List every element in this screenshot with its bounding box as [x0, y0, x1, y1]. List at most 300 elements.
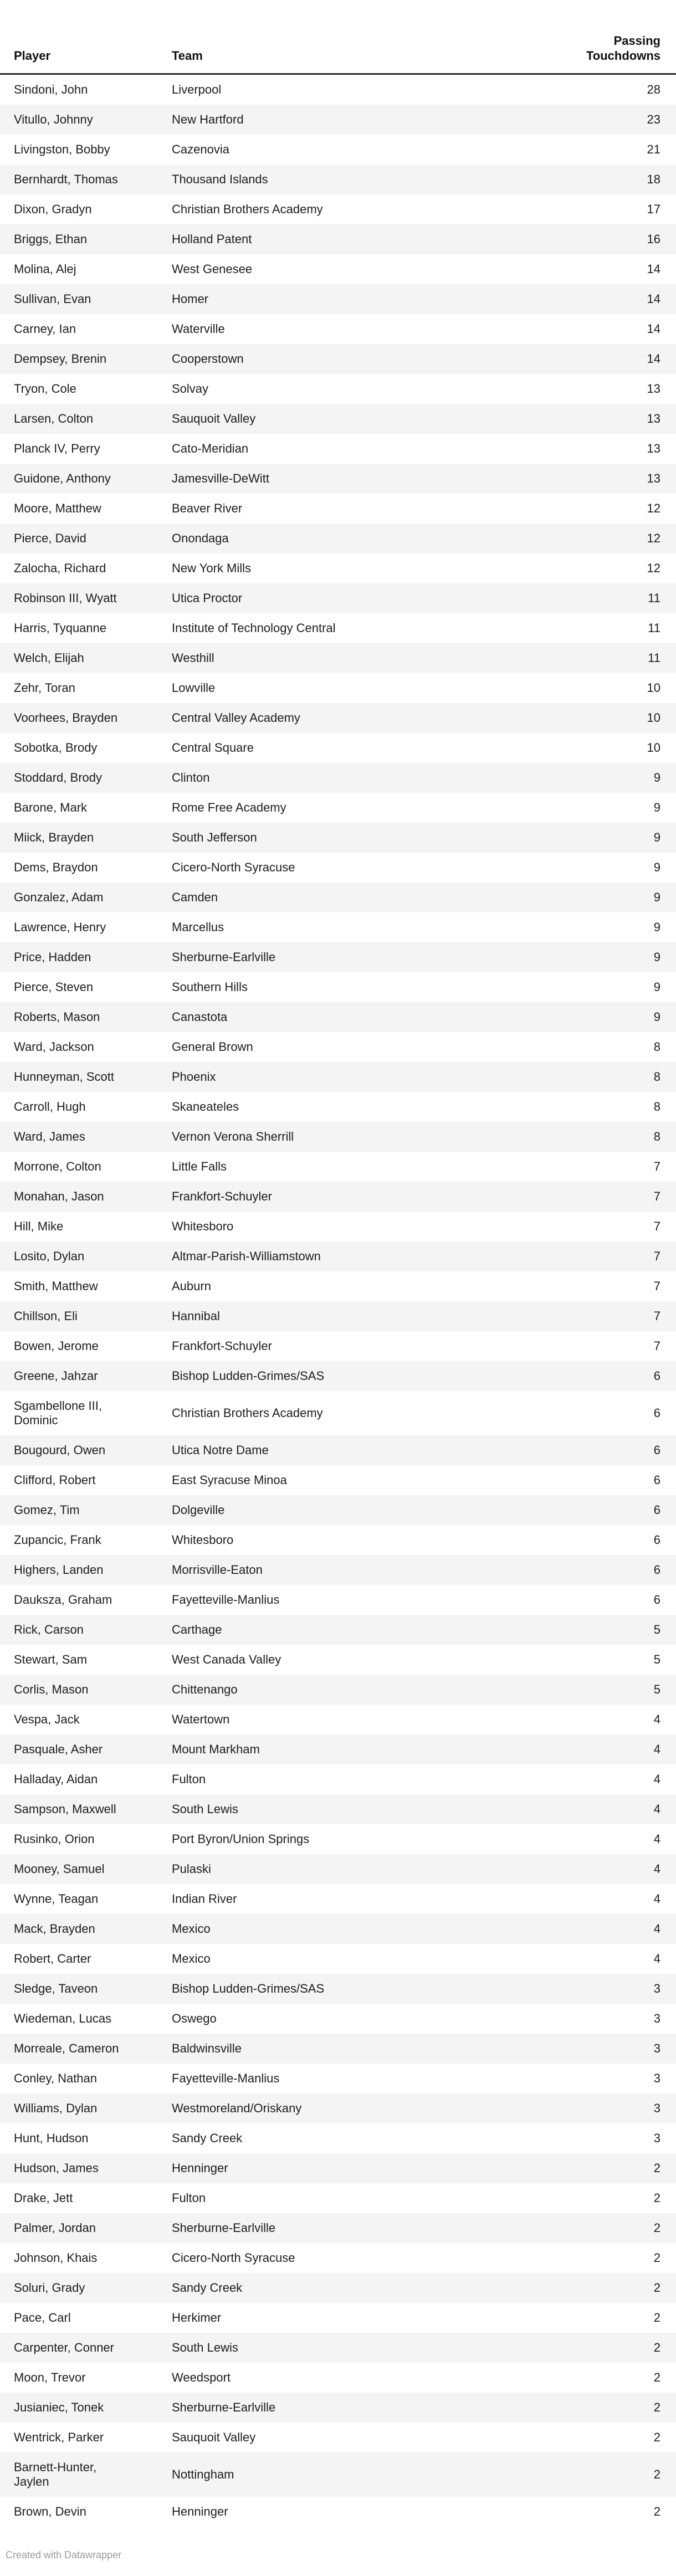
value-cell: 3 [653, 2011, 660, 2025]
value-cell: 9 [653, 800, 660, 814]
table-row [0, 2213, 676, 2243]
value-cell: 6 [653, 1533, 660, 1547]
player-cell: Morreale, Cameron [14, 2041, 119, 2055]
player-cell: Highers, Landen [14, 1563, 104, 1577]
player-cell: Barnett-Hunter, Jaylen [14, 2460, 97, 2488]
value-cell: 8 [653, 1070, 660, 1084]
player-cell: Zehr, Toran [14, 681, 75, 695]
team-cell: Oswego [172, 2011, 217, 2025]
player-cell: Lawrence, Henry [14, 920, 106, 934]
team-cell: Frankfort-Schuyler [172, 1339, 272, 1353]
table-row [0, 344, 676, 374]
value-cell: 2 [653, 2370, 660, 2384]
player-cell: Williams, Dylan [14, 2101, 98, 2115]
value-cell: 7 [653, 1279, 660, 1293]
player-cell: Guidone, Anthony [14, 471, 111, 485]
player-cell: Johnson, Khais [14, 2251, 98, 2265]
value-cell: 7 [653, 1159, 660, 1173]
team-cell: Dolgeville [172, 1503, 225, 1517]
team-cell: Auburn [172, 1279, 211, 1293]
table-row [0, 1645, 676, 1675]
player-cell: Molina, Alej [14, 262, 76, 276]
player-cell: Moon, Trevor [14, 2370, 86, 2384]
player-cell: Roberts, Mason [14, 1010, 100, 1024]
player-cell: Bernhardt, Thomas [14, 172, 118, 186]
value-cell: 6 [653, 1593, 660, 1607]
team-cell: Fulton [172, 1772, 206, 1786]
table-row [0, 823, 676, 853]
team-cell: Weedsport [172, 2370, 231, 2384]
player-cell: Moore, Matthew [14, 501, 101, 515]
team-cell: Nottingham [172, 2467, 234, 2481]
table-row [0, 2273, 676, 2303]
value-cell: 16 [647, 232, 660, 246]
team-cell: Baldwinsville [172, 2041, 242, 2055]
value-cell: 13 [647, 382, 660, 396]
value-cell: 9 [653, 950, 660, 964]
value-cell: 12 [647, 501, 660, 515]
team-cell: Chittenango [172, 1682, 238, 1696]
value-cell: 2 [653, 2161, 660, 2175]
table-row [0, 1435, 676, 1465]
team-cell: Sherburne-Earlville [172, 950, 276, 964]
value-cell: 9 [653, 1010, 660, 1024]
table-row [0, 314, 676, 344]
player-cell: Voorhees, Brayden [14, 711, 118, 725]
table-row [0, 1301, 676, 1331]
team-cell: Canastota [172, 1010, 228, 1024]
table-row [0, 942, 676, 972]
team-cell: Cicero-North Syracuse [172, 2251, 295, 2265]
team-cell: Sandy Creek [172, 2281, 243, 2295]
column-header-player: Player [0, 0, 158, 74]
table-row [0, 1002, 676, 1032]
player-cell: Drake, Jett [14, 2191, 73, 2205]
value-cell: 3 [653, 2041, 660, 2055]
team-cell: New Hartford [172, 112, 244, 126]
value-cell: 4 [653, 1742, 660, 1756]
value-cell: 12 [647, 531, 660, 545]
table-row [0, 1062, 676, 1092]
table-row [0, 2243, 676, 2273]
column-header-team: Team [158, 0, 549, 74]
table-row [0, 135, 676, 165]
player-cell: Vespa, Jack [14, 1712, 80, 1726]
table-row [0, 524, 676, 553]
team-cell: Sauquoit Valley [172, 2430, 256, 2444]
team-cell: Cicero-North Syracuse [172, 860, 295, 874]
team-cell: Frankfort-Schuyler [172, 1189, 272, 1203]
team-cell: Waterville [172, 322, 225, 336]
player-cell: Mack, Brayden [14, 1922, 95, 1936]
team-cell: Christian Brothers Academy [172, 1406, 323, 1420]
value-cell: 8 [653, 1100, 660, 1113]
value-cell: 2 [653, 2505, 660, 2518]
table-row [0, 1032, 676, 1062]
player-cell: Sgambellone III, Dominic [14, 1399, 102, 1427]
team-cell: Little Falls [172, 1159, 227, 1173]
value-cell: 3 [653, 1982, 660, 1995]
player-cell: Pasquale, Asher [14, 1742, 103, 1756]
player-cell: Chillson, Eli [14, 1309, 78, 1323]
value-cell: 2 [653, 2400, 660, 2414]
player-cell: Briggs, Ethan [14, 232, 88, 246]
team-cell: Utica Notre Dame [172, 1443, 269, 1457]
table-row [0, 224, 676, 254]
player-cell: Livingston, Bobby [14, 142, 110, 156]
team-cell: Central Valley Academy [172, 711, 300, 725]
value-cell: 14 [647, 262, 660, 276]
table-row [0, 74, 676, 105]
table-row [0, 2093, 676, 2123]
team-cell: Sandy Creek [172, 2131, 243, 2145]
player-cell: Vitullo, Johnny [14, 112, 93, 126]
player-cell: Jusianiec, Tonek [14, 2400, 104, 2414]
value-cell: 2 [653, 2341, 660, 2354]
player-cell: Tryon, Cole [14, 382, 76, 396]
table-row [0, 1152, 676, 1182]
table-row [0, 703, 676, 733]
team-cell: Altmar-Parish-Williamstown [172, 1249, 321, 1263]
team-cell: East Syracuse Minoa [172, 1473, 287, 1487]
value-cell: 13 [647, 442, 660, 455]
player-cell: Harris, Tyquanne [14, 621, 107, 635]
table-row [0, 2004, 676, 2034]
table-body [0, 74, 676, 2527]
player-cell: Palmer, Jordan [14, 2221, 96, 2235]
team-cell: New York Mills [172, 561, 252, 575]
value-cell: 6 [653, 1369, 660, 1383]
table-row [0, 1764, 676, 1794]
team-cell: Christian Brothers Academy [172, 202, 323, 216]
team-cell: Institute of Technology Central [172, 621, 336, 635]
value-cell: 9 [653, 830, 660, 844]
team-cell: Rome Free Academy [172, 800, 286, 814]
team-cell: Morrisville-Eaton [172, 1563, 263, 1577]
team-cell: Westmoreland/Oriskany [172, 2101, 302, 2115]
player-cell: Dems, Braydon [14, 860, 98, 874]
table-row [0, 1331, 676, 1361]
team-cell: Herkimer [172, 2311, 222, 2324]
table-row [0, 2333, 676, 2363]
table-row [0, 194, 676, 224]
team-cell: Mexico [172, 1922, 211, 1936]
value-cell: 2 [653, 2251, 660, 2265]
value-cell: 10 [647, 741, 660, 755]
value-cell: 9 [653, 860, 660, 874]
value-cell: 4 [653, 1772, 660, 1786]
table-row [0, 1615, 676, 1645]
table-row [0, 105, 676, 135]
player-cell: Robinson III, Wyatt [14, 591, 117, 605]
value-cell: 23 [647, 112, 660, 126]
table-row [0, 1555, 676, 1585]
table-row [0, 1675, 676, 1705]
team-cell: Port Byron/Union Springs [172, 1832, 310, 1846]
player-cell: Larsen, Colton [14, 412, 94, 425]
player-cell: Monahan, Jason [14, 1189, 104, 1203]
table-row [0, 494, 676, 524]
team-cell: Sherburne-Earlville [172, 2221, 276, 2235]
value-cell: 2 [653, 2430, 660, 2444]
value-cell: 5 [653, 1653, 660, 1666]
table-row [0, 1092, 676, 1122]
player-cell: Price, Hadden [14, 950, 91, 964]
player-cell: Planck IV, Perry [14, 442, 100, 455]
team-cell: Skaneateles [172, 1100, 239, 1113]
value-cell: 3 [653, 2071, 660, 2085]
header-row [0, 0, 676, 74]
value-cell: 6 [653, 1443, 660, 1457]
table-row [0, 374, 676, 404]
value-cell: 14 [647, 292, 660, 306]
player-cell: Losito, Dylan [14, 1249, 85, 1263]
player-cell: Smith, Matthew [14, 1279, 98, 1293]
player-cell: Bowen, Jerome [14, 1339, 99, 1353]
player-cell: Gomez, Tim [14, 1503, 80, 1517]
team-cell: Liverpool [172, 83, 222, 96]
team-cell: Southern Hills [172, 980, 248, 994]
team-cell: Vernon Verona Sherrill [172, 1130, 294, 1143]
value-cell: 2 [653, 2191, 660, 2205]
value-cell: 9 [653, 890, 660, 904]
table-row [0, 793, 676, 823]
table-row [0, 583, 676, 613]
table-row [0, 763, 676, 793]
table-row [0, 404, 676, 434]
value-cell: 4 [653, 1922, 660, 1936]
team-cell: Beaver River [172, 501, 243, 515]
table-row [0, 1735, 676, 1764]
value-cell: 7 [653, 1189, 660, 1203]
team-cell: Onondaga [172, 531, 229, 545]
player-cell: Robert, Carter [14, 1952, 91, 1966]
table-row [0, 673, 676, 703]
table-row [0, 1361, 676, 1391]
value-cell: 2 [653, 2311, 660, 2324]
player-cell: Hill, Mike [14, 1219, 64, 1233]
table-row [0, 1974, 676, 2004]
player-cell: Carney, Ian [14, 322, 76, 336]
value-cell: 8 [653, 1040, 660, 1054]
player-cell: Hunt, Hudson [14, 2131, 89, 2145]
team-cell: Lowville [172, 681, 216, 695]
table-row [0, 2423, 676, 2452]
value-cell: 13 [647, 471, 660, 485]
value-cell: 14 [647, 322, 660, 336]
value-cell: 21 [647, 142, 660, 156]
team-cell: Utica Proctor [172, 591, 243, 605]
player-cell: Wynne, Teagan [14, 1892, 99, 1906]
team-cell: Cooperstown [172, 352, 244, 366]
value-cell: 17 [647, 202, 660, 216]
table-row [0, 2303, 676, 2333]
team-cell: Bishop Ludden-Grimes/SAS [172, 1369, 325, 1383]
team-cell: Whitesboro [172, 1533, 234, 1547]
table-row [0, 165, 676, 194]
player-cell: Sledge, Taveon [14, 1982, 98, 1995]
team-cell: South Jefferson [172, 830, 257, 844]
table-row [0, 1122, 676, 1152]
value-cell: 9 [653, 980, 660, 994]
value-cell: 7 [653, 1309, 660, 1323]
team-cell: Mount Markham [172, 1742, 260, 1756]
table-row [0, 464, 676, 494]
player-cell: Corlis, Mason [14, 1682, 89, 1696]
team-cell: Westhill [172, 651, 214, 665]
table-row [0, 1944, 676, 1974]
player-cell: Hunneyman, Scott [14, 1070, 114, 1084]
team-cell: Cazenovia [172, 142, 229, 156]
player-cell: Sampson, Maxwell [14, 1802, 116, 1816]
player-cell: Rusinko, Orion [14, 1832, 95, 1846]
value-cell: 28 [647, 83, 660, 96]
team-cell: South Lewis [172, 1802, 238, 1816]
team-cell: South Lewis [172, 2341, 238, 2354]
value-cell: 11 [648, 621, 660, 635]
table-row [0, 553, 676, 583]
value-cell: 12 [647, 561, 660, 575]
player-cell: Dixon, Gradyn [14, 202, 92, 216]
value-cell: 7 [653, 1219, 660, 1233]
player-cell: Pace, Carl [14, 2311, 71, 2324]
player-cell: Ward, James [14, 1130, 85, 1143]
player-cell: Pierce, David [14, 531, 86, 545]
table-row [0, 733, 676, 763]
value-cell: 5 [653, 1623, 660, 1636]
value-cell: 6 [653, 1406, 660, 1420]
team-cell: Central Square [172, 741, 254, 755]
table-row [0, 912, 676, 942]
player-cell: Wiedeman, Lucas [14, 2011, 112, 2025]
column-header-passing-touchdowns-label: Passing Touchdowns [586, 34, 660, 63]
player-cell: Mooney, Samuel [14, 1862, 105, 1876]
table-row [0, 2393, 676, 2423]
table-row [0, 284, 676, 314]
table-row [0, 2123, 676, 2153]
table-row [0, 2452, 676, 2497]
value-cell: 4 [653, 1862, 660, 1876]
value-cell: 7 [653, 1249, 660, 1263]
player-cell: Soluri, Grady [14, 2281, 85, 2295]
team-cell: Pulaski [172, 1862, 211, 1876]
table-row [0, 254, 676, 284]
value-cell: 2 [653, 2281, 660, 2295]
team-cell: Cato-Meridian [172, 442, 249, 455]
team-cell: Phoenix [172, 1070, 216, 1084]
value-cell: 4 [653, 1802, 660, 1816]
table-row [0, 1914, 676, 1944]
value-cell: 10 [647, 711, 660, 725]
team-cell: Jamesville-DeWitt [172, 471, 270, 485]
team-cell: Carthage [172, 1623, 222, 1636]
value-cell: 6 [653, 1563, 660, 1577]
table-row [0, 2153, 676, 2183]
player-cell: Morrone, Colton [14, 1159, 101, 1173]
team-cell: Bishop Ludden-Grimes/SAS [172, 1982, 325, 1995]
table-row [0, 1824, 676, 1854]
team-cell: Fayetteville-Manlius [172, 1593, 280, 1607]
value-cell: 9 [653, 920, 660, 934]
player-cell: Gonzalez, Adam [14, 890, 104, 904]
player-cell: Barone, Mark [14, 800, 88, 814]
table-row [0, 1884, 676, 1914]
player-cell: Carroll, Hugh [14, 1100, 86, 1113]
team-cell: Fulton [172, 2191, 206, 2205]
value-cell: 11 [648, 651, 660, 665]
player-cell: Miick, Brayden [14, 830, 94, 844]
value-cell: 14 [647, 352, 660, 366]
value-cell: 3 [653, 2131, 660, 2145]
player-cell: Brown, Devin [14, 2505, 86, 2518]
team-cell: Camden [172, 890, 218, 904]
value-cell: 4 [653, 1712, 660, 1726]
player-cell: Sindoni, John [14, 83, 88, 96]
table-row [0, 1495, 676, 1525]
player-cell: Stewart, Sam [14, 1653, 88, 1666]
player-cell: Stoddard, Brody [14, 771, 102, 784]
value-cell: 3 [653, 2101, 660, 2115]
table-row [0, 1705, 676, 1735]
table-row [0, 1241, 676, 1271]
table-row [0, 882, 676, 912]
table-row [0, 1854, 676, 1884]
team-cell: Thousand Islands [172, 172, 268, 186]
value-cell: 11 [648, 591, 660, 605]
player-cell: Greene, Jahzar [14, 1369, 98, 1383]
table-row [0, 2363, 676, 2393]
team-cell: Whitesboro [172, 1219, 234, 1233]
player-cell: Halladay, Aidan [14, 1772, 98, 1786]
value-cell: 7 [653, 1339, 660, 1353]
table-row [0, 1794, 676, 1824]
player-cell: Sullivan, Evan [14, 292, 91, 306]
value-cell: 13 [647, 412, 660, 425]
table-row [0, 1585, 676, 1615]
team-cell: Solvay [172, 382, 209, 396]
value-cell: 4 [653, 1952, 660, 1966]
player-cell: Wentrick, Parker [14, 2430, 104, 2444]
team-cell: Henninger [172, 2505, 228, 2518]
player-cell: Rick, Carson [14, 1623, 84, 1636]
value-cell: 5 [653, 1682, 660, 1696]
team-cell: Fayetteville-Manlius [172, 2071, 280, 2085]
table-row [0, 1465, 676, 1495]
team-cell: West Genesee [172, 262, 253, 276]
value-cell: 9 [653, 771, 660, 784]
value-cell: 2 [653, 2221, 660, 2235]
player-cell: Welch, Elijah [14, 651, 84, 665]
player-cell: Carpenter, Conner [14, 2341, 114, 2354]
value-cell: 4 [653, 1832, 660, 1846]
player-cell: Clifford, Robert [14, 1473, 96, 1487]
player-cell: Hudson, James [14, 2161, 99, 2175]
table-row [0, 2183, 676, 2213]
table-row [0, 434, 676, 464]
team-cell: Holland Patent [172, 232, 252, 246]
team-cell: Hannibal [172, 1309, 220, 1323]
team-cell: Homer [172, 292, 209, 306]
datawrapper-credit: Created with Datawrapper [6, 2549, 122, 2560]
team-cell: Henninger [172, 2161, 228, 2175]
table-row [0, 1391, 676, 1435]
table-header [0, 0, 676, 74]
player-cell: Conley, Nathan [14, 2071, 98, 2085]
value-cell: 6 [653, 1473, 660, 1487]
team-cell: Clinton [172, 771, 210, 784]
player-cell: Bougourd, Owen [14, 1443, 106, 1457]
table-row [0, 2034, 676, 2064]
